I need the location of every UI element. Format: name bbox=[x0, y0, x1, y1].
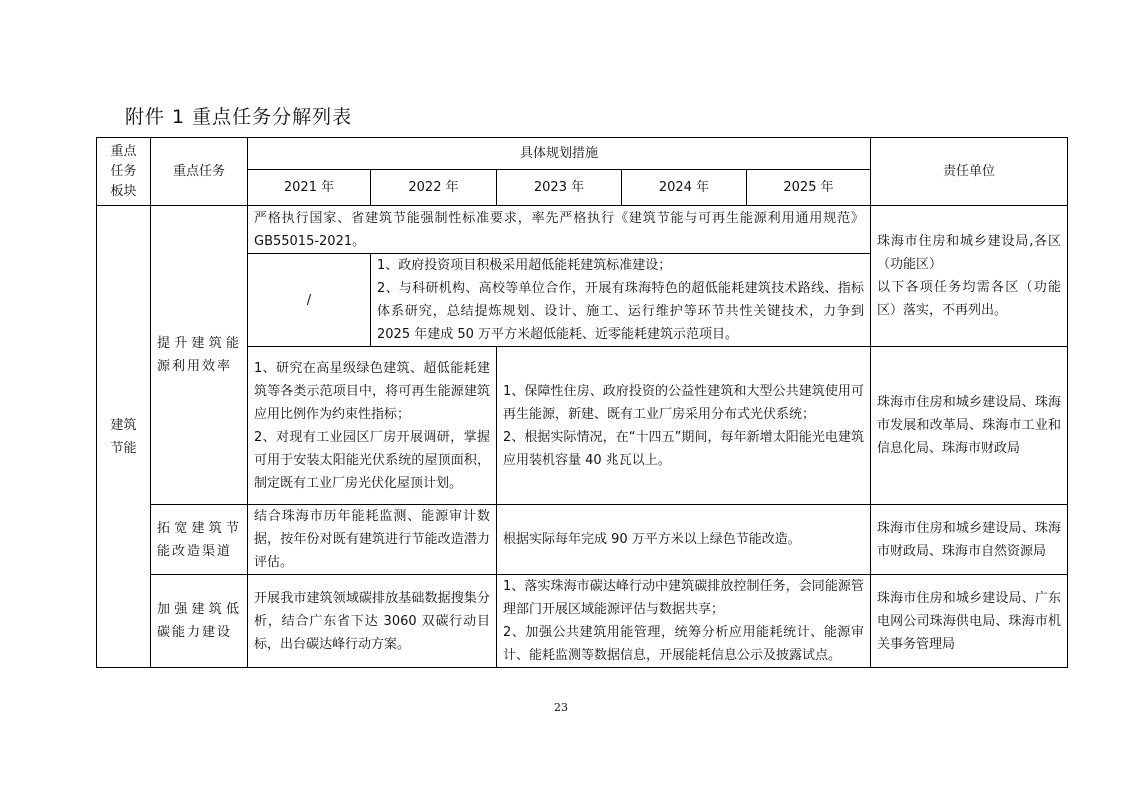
header-year-2024: 2024 年 bbox=[622, 170, 747, 206]
responsible-unit-2: 珠海市住房和城乡建设局、珠海市发展和改革局、珠海市工业和信息化局、珠海市财政局 bbox=[871, 347, 1068, 505]
plan-not-applicable: / bbox=[248, 254, 371, 347]
header-task-section: 重点 任务 板块 bbox=[97, 138, 151, 206]
task-retrofit-channels: 拓宽建筑节能改造渠道 bbox=[151, 505, 248, 575]
task-low-carbon: 加强建筑低碳能力建设 bbox=[151, 575, 248, 668]
header-year-2023: 2023 年 bbox=[497, 170, 622, 206]
section-building-energy-saving: 建筑 节能 bbox=[97, 206, 151, 668]
responsible-unit-3: 珠海市住房和城乡建设局、珠海市财政局、珠海市自然资源局 bbox=[871, 505, 1068, 575]
task-breakdown-table bbox=[96, 137, 1068, 668]
task-improve-efficiency: 提升建筑能源利用效率 bbox=[151, 206, 248, 505]
plan-carbon-data: 开展我市建筑领域碳排放基础数据搜集分析，结合广东省下达 3060 双碳行动目标，出台碳达峰行动方案。 bbox=[248, 575, 497, 668]
header-year-2021: 2021 年 bbox=[248, 170, 371, 206]
page-title: 附件 1 重点任务分解列表 bbox=[125, 106, 353, 128]
header-year-2025: 2025 年 bbox=[747, 170, 871, 206]
header-planning-measures: 具体规划措施 bbox=[248, 138, 871, 170]
plan-retrofit-assessment: 结合珠海市历年能耗监测、能源审计数据，按年份对既有建筑进行节能改造潜力评估。 bbox=[248, 505, 497, 575]
plan-carbon-control: 1、落实珠海市碳达峰行动中建筑碳排放控制任务，会同能源管理部门开展区域能源评估与数据共享； 2、加强公共建筑用能管理，统筹分析应用能耗统计、能源审计、能耗监测等数据信息，开展能耗信息公示及披露试点。 bbox=[497, 575, 871, 668]
header-year-2022: 2022 年 bbox=[371, 170, 497, 206]
plan-solar-pv: 1、保障性住房、政府投资的公益性建筑和大型公共建筑使用可再生能源，新建、既有工业厂房采用分布式光伏系统； 2、根据实际情况，在“十四五”期间，每年新增太阳能光电建筑应用装机容量 40 兆瓦以上。 bbox=[497, 347, 871, 505]
header-responsible-unit: 责任单位 bbox=[871, 138, 1068, 206]
responsible-unit-4: 珠海市住房和城乡建设局、广东电网公司珠海供电局、珠海市机关事务管理局 bbox=[871, 575, 1068, 668]
plan-strict-standards: 严格执行国家、省建筑节能强制性标准要求，率先严格执行《建筑节能与可再生能源利用通用规范》GB55015-2021。 bbox=[248, 206, 871, 254]
plan-renewable-research: 1、研究在高星级绿色建筑、超低能耗建筑等各类示范项目中，将可再生能源建筑应用比例作为约束性指标； 2、对现有工业园区厂房开展调研，掌握可用于安装太阳能光伏系统的屋顶面积，制定既有工业厂房光伏化屋顶计划。 bbox=[248, 347, 497, 505]
plan-green-retrofit: 根据实际每年完成 90 万平方米以上绿色节能改造。 bbox=[497, 505, 871, 575]
page-number: 23 bbox=[554, 701, 568, 714]
plan-ultra-low-energy: 1、政府投资项目积极采用超低能耗建筑标准建设； 2、与科研机构、高校等单位合作，开展有珠海特色的超低能耗建筑技术路线、指标体系研究，总结提炼规划、设计、施工、运行维护等环节共性关键技术，力争到 2025 年建成 50 万平方米超低能耗、近零能耗建筑示范项目。 bbox=[371, 254, 871, 347]
header-key-task: 重点任务 bbox=[151, 138, 248, 206]
responsible-unit-1: 珠海市住房和城乡建设局,各区（功能区） 以下各项任务均需各区（功能区）落实，不再列出。 bbox=[871, 206, 1068, 347]
